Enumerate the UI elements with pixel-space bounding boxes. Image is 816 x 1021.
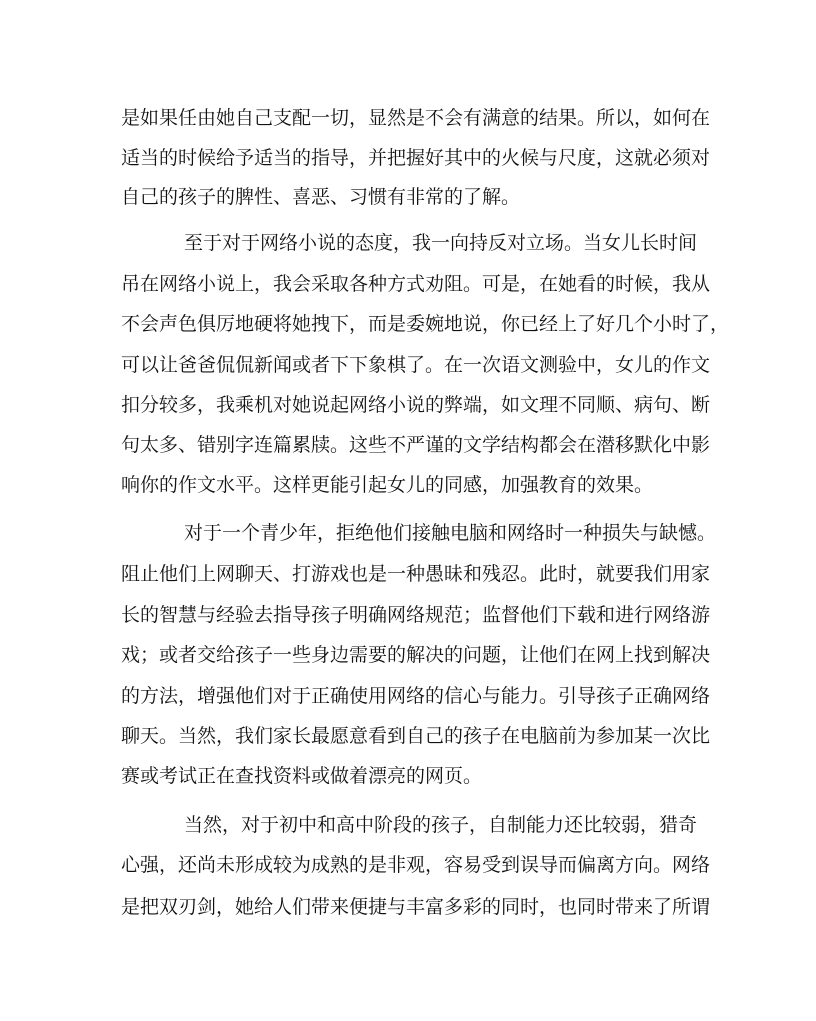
text-line: 可以让爸爸侃侃新闻或者下下象棋了。在一次语文测验中，女儿的作文 bbox=[121, 354, 711, 376]
text-line: 适当的时候给予适当的指导，并把握好其中的火候与尺度，这就必须对 bbox=[121, 147, 711, 169]
text-line: 的方法，增强他们对于正确使用网络的信心与能力。引导孩子正确网络 bbox=[121, 685, 711, 707]
text-line: 长的智慧与经验去指导孩子明确网络规范；监督他们下载和进行网络游 bbox=[121, 604, 711, 626]
text-line: 对于一个青少年，拒绝他们接触电脑和网络时一种损失与缺憾。 bbox=[184, 522, 717, 544]
text-line: 自己的孩子的脾性、喜恶、习惯有非常的了解。 bbox=[121, 186, 521, 208]
text-line: 聊天。当然，我们家长最愿意看到自己的孩子在电脑前为参加某一次比 bbox=[121, 725, 711, 747]
text-line: 至于对于网络小说的态度，我一向持反对立场。当女儿长时间 bbox=[184, 232, 698, 254]
text-line: 句太多、错别字连篇累牍。这些不严谨的文学结构都会在潜移默化中影 bbox=[121, 434, 711, 456]
text-line: 不会声色俱厉地硬将她拽下，而是委婉地说，你已经上了好几个小时了， bbox=[121, 313, 730, 335]
text-line: 戏；或者交给孩子一些身边需要的解决的问题，让他们在网上找到解决 bbox=[121, 644, 711, 666]
text-line: 吊在网络小说上，我会采取各种方式劝阻。可是，在她看的时候，我从 bbox=[121, 273, 711, 295]
text-line: 是如果任由她自己支配一切，显然是不会有满意的结果。所以，如何在 bbox=[121, 107, 711, 129]
text-line: 赛或考试正在查找资料或做着漂亮的网页。 bbox=[121, 765, 483, 787]
text-line: 当然，对于初中和高中阶段的孩子，自制能力还比较弱，猎奇 bbox=[184, 814, 698, 836]
text-line: 心强，还尚未形成较为成熟的是非观，容易受到误导而偏离方向。网络 bbox=[121, 854, 711, 876]
text-line: 扣分较多，我乘机对她说起网络小说的弊端，如文理不同顺、病句、断 bbox=[121, 394, 711, 416]
text-line: 阻止他们上网聊天、打游戏也是一种愚昧和残忍。此时，就要我们用家 bbox=[121, 563, 711, 585]
text-line: 响你的作文水平。这样更能引起女儿的同感，加强教育的效果。 bbox=[121, 474, 654, 496]
text-line: 是把双刃剑，她给人们带来便捷与丰富多彩的同时，也同时带来了所谓 bbox=[121, 896, 711, 918]
